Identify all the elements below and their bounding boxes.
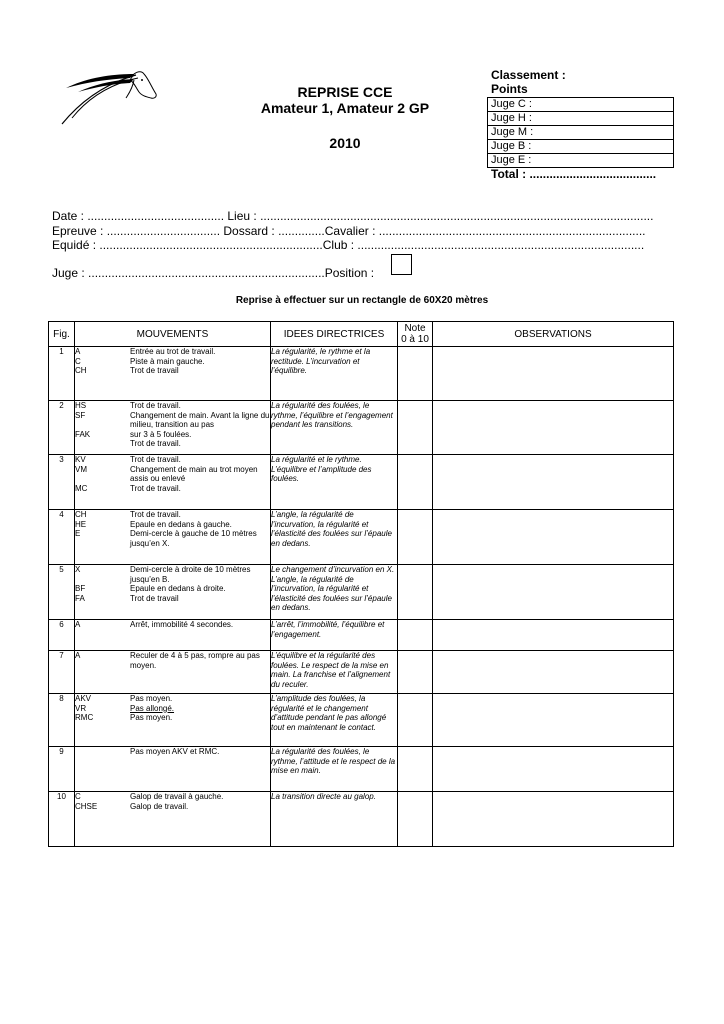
movements-cell — [75, 651, 271, 694]
table-header-row — [49, 322, 674, 347]
movements-cell — [75, 694, 271, 747]
header-mouvements: MOUVEMENTS — [75, 322, 271, 347]
table-row — [49, 651, 674, 694]
table-row — [49, 565, 674, 620]
table-row — [49, 792, 674, 847]
move-code: MC — [75, 483, 88, 493]
move-desc: Reculer de 4 à 5 pas, rompre au pas moyen. — [130, 651, 260, 670]
note-cell[interactable] — [398, 792, 433, 847]
note-cell[interactable] — [398, 401, 433, 455]
header-note — [398, 322, 433, 347]
idees-cell: L’angle, la régularité de l’incurvation, la régularité et l’élasticité des foulées sur l’épaule en dedans. — [271, 510, 398, 565]
movements-table — [48, 321, 674, 847]
note-cell[interactable] — [398, 510, 433, 565]
juge-position-line: Juge : .......................................................................Position : — [52, 266, 375, 280]
move-desc: Pas moyen AKV et RMC. — [130, 747, 220, 756]
fig-number: 9 — [49, 747, 75, 792]
idees-cell: La régularité des foulées, le rythme, l’attitude et le respect de la mise en main. — [271, 747, 398, 792]
move-desc: Trot de travail — [130, 593, 179, 603]
idees-cell: La transition directe au galop. — [271, 792, 398, 847]
fig-number: 4 — [49, 510, 75, 565]
judge-row-e: Juge E : — [491, 154, 532, 166]
classement-block — [491, 68, 566, 96]
move-code: VM — [75, 464, 87, 474]
movements-cell — [75, 747, 271, 792]
document-subtitle: Amateur 1, Amateur 2 GP — [260, 100, 430, 116]
judges-box — [487, 97, 674, 168]
table-row — [49, 747, 674, 792]
move-code: A — [75, 651, 81, 660]
note-cell[interactable] — [398, 694, 433, 747]
move-desc: Galop de travail à gauche. — [130, 792, 224, 801]
movements-cell — [75, 455, 271, 510]
observations-cell[interactable] — [433, 565, 674, 620]
idees-cell: La régularité, le rythme et la rectitude. L’incurvation et l’équilibre. — [271, 347, 398, 401]
move-desc: Demi-cercle à gauche de 10 mètres jusqu’en X. — [130, 529, 257, 548]
epreuve-line: Epreuve : .................................. Dossard : ..............Cavalier : ................................................................................ — [52, 224, 646, 238]
judge-row-h: Juge H : — [488, 112, 673, 126]
points-label: Points — [491, 82, 528, 96]
table-row — [49, 620, 674, 651]
move-code: A — [75, 347, 81, 356]
move-desc: Pas moyen. — [130, 694, 173, 703]
move-desc: Epaule en dedans à droite. — [130, 584, 226, 593]
move-desc: Pas allongé. — [130, 703, 175, 713]
note-cell[interactable] — [398, 747, 433, 792]
header-idees: IDEES DIRECTRICES — [271, 322, 398, 347]
move-code: AKV — [75, 694, 92, 703]
move-desc: Piste à main gauche. — [130, 356, 205, 366]
move-code — [75, 439, 130, 449]
move-code: CH — [75, 366, 87, 375]
fig-number: 8 — [49, 694, 75, 747]
judge-row-m: Juge M : — [488, 126, 673, 140]
header-note-range: 0 à 10 — [401, 334, 429, 345]
move-code: A — [75, 620, 81, 629]
move-code: HE — [75, 519, 87, 529]
position-checkbox[interactable] — [391, 254, 412, 275]
note-cell[interactable] — [398, 565, 433, 620]
move-desc: Trot de travail. — [130, 401, 181, 410]
equide-line: Equidé : ...................................................................Club : ...................................................................................... — [52, 238, 645, 252]
header-fig: Fig. — [49, 322, 75, 347]
movements-cell — [75, 401, 271, 455]
movements-cell — [75, 620, 271, 651]
move-code — [75, 747, 130, 757]
movements-cell — [75, 565, 271, 620]
observations-cell[interactable] — [433, 694, 674, 747]
table-row — [49, 694, 674, 747]
move-code: E — [75, 529, 81, 538]
observations-cell[interactable] — [433, 651, 674, 694]
move-desc: Pas moyen. — [130, 713, 173, 722]
move-desc: Entrée au trot de travail. — [130, 347, 216, 356]
table-row — [49, 510, 674, 565]
document-title: REPRISE CCE — [297, 84, 393, 100]
move-desc: Changement de main. Avant la ligne du milieu, transition au pas — [130, 410, 270, 429]
fig-number: 3 — [49, 455, 75, 510]
movements-cell — [75, 510, 271, 565]
idees-cell: L’arrêt, l’immobilité, l’équilibre et l’engagement. — [271, 620, 398, 651]
fig-number: 6 — [49, 620, 75, 651]
move-code: FAK — [75, 429, 91, 439]
idees-cell: La régularité et le rythme. L’équilibre et l’amplitude des foulées. — [271, 455, 398, 510]
move-desc: Galop de travail. — [130, 801, 189, 811]
movements-cell — [75, 792, 271, 847]
move-desc: Epaule en dedans à gauche. — [130, 519, 232, 529]
note-cell[interactable] — [398, 455, 433, 510]
move-code: CHSE — [75, 801, 98, 811]
fig-number: 5 — [49, 565, 75, 620]
move-desc: Trot de travail. — [130, 455, 181, 464]
move-desc: Arrêt, immobilité 4 secondes. — [130, 620, 234, 629]
move-desc: Trot de travail. — [130, 483, 181, 493]
note-cell[interactable] — [398, 620, 433, 651]
move-code: KV — [75, 455, 86, 464]
header-note-label: Note — [404, 323, 426, 334]
table-row — [49, 455, 674, 510]
move-code: C — [75, 356, 81, 366]
move-code: X — [75, 565, 81, 574]
observations-cell[interactable] — [433, 747, 674, 792]
judge-row-b: Juge B : — [488, 140, 673, 154]
move-code: SF — [75, 410, 86, 420]
move-code: C — [75, 792, 81, 801]
idees-cell: La régularité des foulées, le rythme, l’équilibre et l’engagement pendant les transitions. — [271, 401, 398, 455]
move-code: HS — [75, 401, 87, 410]
fig-number: 1 — [49, 347, 75, 401]
header-observations: OBSERVATIONS — [433, 322, 674, 347]
move-desc: Trot de travail. — [130, 439, 181, 448]
move-desc: sur 3 à 5 foulées. — [130, 429, 192, 439]
move-desc: Demi-cercle à droite de 10 mètres jusqu’en B. — [130, 565, 251, 584]
table-row — [49, 401, 674, 455]
idees-cell: L’équilibre et la régularité des foulées. Le respect de la mise en main. La franchise et l’alignement du reculer. — [271, 651, 398, 694]
move-desc: Changement de main au trot moyen assis ou enlevé — [130, 464, 258, 483]
movements-cell — [75, 347, 271, 401]
fig-number: 10 — [49, 792, 75, 847]
horse-head-logo — [58, 68, 158, 126]
document-year: 2010 — [329, 135, 361, 151]
observations-cell[interactable] — [433, 792, 674, 847]
observations-cell[interactable] — [433, 347, 674, 401]
move-desc: Trot de travail — [130, 366, 179, 375]
move-code: CH — [75, 510, 87, 519]
note-cell[interactable] — [398, 651, 433, 694]
move-code: RMC — [75, 713, 94, 722]
move-code: BF — [75, 584, 86, 593]
idees-cell: Le changement d’incurvation en X. L’angle, la régularité de l’incurvation, la régularité et l’élasticité des foulées sur l’épaule en dedans. — [271, 565, 398, 620]
observations-cell[interactable] — [433, 620, 674, 651]
date-lieu-line: Date : ......................................... Lieu : ...................................................................................................................... — [52, 209, 654, 223]
judge-row-c: Juge C : — [488, 98, 673, 112]
observations-cell[interactable] — [433, 510, 674, 565]
move-desc: Trot de travail. — [130, 510, 181, 519]
fig-number: 2 — [49, 401, 75, 455]
classement-label: Classement : — [491, 68, 566, 82]
observations-cell[interactable] — [433, 455, 674, 510]
idees-cell: L’amplitude des foulées, la régularité et le changement d’attitude pendant le pas allongé tout en maintenant le contact. — [271, 694, 398, 747]
note-cell[interactable] — [398, 347, 433, 401]
move-code: FA — [75, 593, 85, 603]
observations-cell[interactable] — [433, 401, 674, 455]
total-field: Total : ...................................... — [491, 167, 657, 181]
move-code: VR — [75, 703, 87, 713]
table-row — [49, 347, 674, 401]
fig-number: 7 — [49, 651, 75, 694]
instruction-text: Reprise à effectuer sur un rectangle de 60X20 mètres — [235, 295, 489, 306]
